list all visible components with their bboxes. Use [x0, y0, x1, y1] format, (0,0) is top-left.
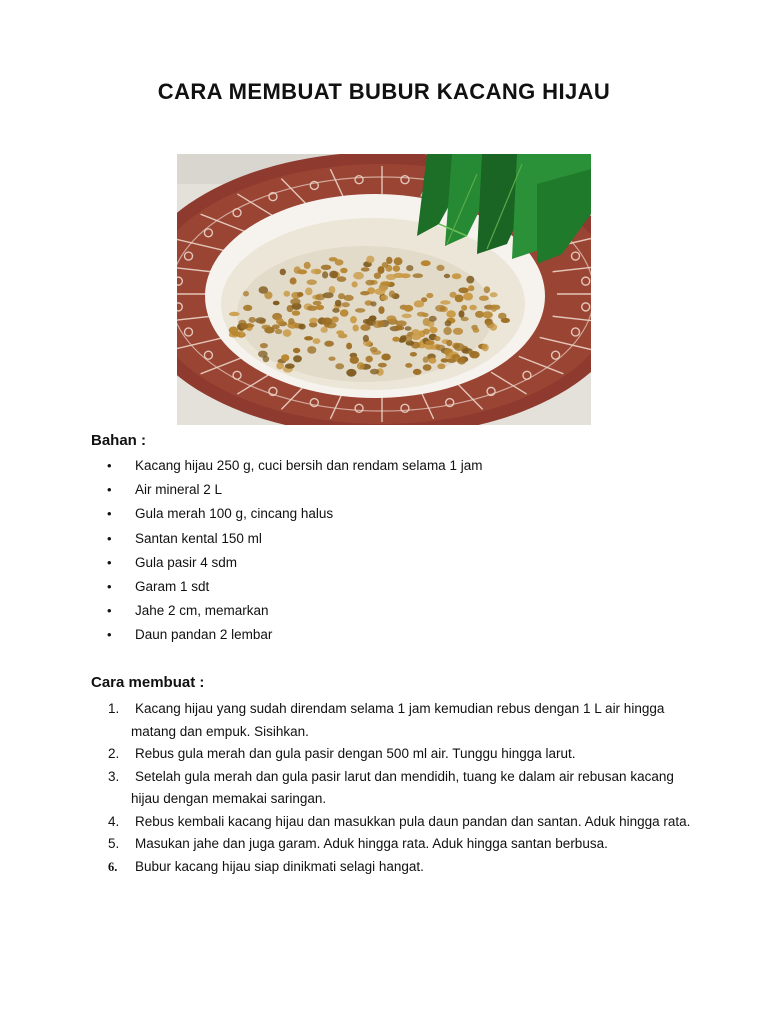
ingredient-text: Air mineral 2 L: [135, 482, 223, 498]
bullet-icon: •: [107, 554, 112, 570]
list-item: [0, 578, 768, 602]
bahan-heading: Bahan :: [91, 432, 147, 449]
bullet-icon: •: [107, 578, 112, 594]
bullet-icon: •: [107, 603, 112, 619]
step-number: 6.: [108, 859, 118, 874]
list-item: [0, 743, 768, 766]
ingredient-text: Gula merah 100 g, cincang halus: [135, 506, 334, 522]
ingredient-text: Garam 1 sdt: [135, 578, 210, 594]
list-item: [0, 626, 768, 650]
bullet-icon: •: [107, 482, 112, 498]
list-item: [0, 554, 768, 578]
document-title: CARA MEMBUAT BUBUR KACANG HIJAU: [157, 79, 611, 104]
step-number: 5.: [108, 836, 120, 851]
ingredient-text: Santan kental 150 ml: [135, 530, 262, 546]
list-item: [0, 811, 768, 834]
step-text: Setelah gula merah dan gula pasir larut dan mendidih, tuang ke dalam air rebusan kacang hijau dengan memakai saringan.: [131, 768, 674, 806]
step-number: 3.: [108, 768, 120, 784]
list-item: [0, 505, 768, 529]
step-number: 2.: [108, 746, 120, 761]
step-text: Rebus kembali kacang hijau dan masukkan pula daun pandan dan santan. Aduk hingga rata.: [135, 813, 691, 829]
step-number: 4.: [108, 813, 120, 829]
cara-membuat-heading: Cara membuat :: [91, 674, 205, 691]
list-item: [0, 833, 768, 856]
step-text: Kacang hijau yang sudah direndam selama 1 jam kemudian rebus dengan 1 L air hingga matang dan empuk. Sisihkan.: [131, 701, 665, 739]
list-item: [0, 481, 768, 505]
bullet-icon: •: [107, 458, 112, 473]
list-item: [0, 856, 768, 879]
ingredient-text: Daun pandan 2 lembar: [135, 627, 273, 643]
bullet-icon: •: [107, 627, 112, 643]
step-list: [0, 698, 768, 878]
bubur-kacang-hijau-image: [177, 154, 591, 425]
ingredient-list: [0, 457, 768, 651]
step-text: Bubur kacang hijau siap dinikmati selagi hangat.: [135, 858, 424, 874]
ingredient-text: Jahe 2 cm, memarkan: [135, 603, 269, 619]
list-item: [0, 530, 768, 554]
recipe-photo: [177, 154, 591, 425]
ingredient-text: Gula pasir 4 sdm: [135, 554, 238, 570]
step-number: 1.: [108, 701, 120, 716]
list-item: [0, 602, 768, 626]
step-text: Rebus gula merah dan gula pasir dengan 500 ml air. Tunggu hingga larut.: [135, 746, 576, 761]
list-item: [0, 766, 768, 811]
ingredient-text: Kacang hijau 250 g, cuci bersih dan rendam selama 1 jam: [135, 458, 483, 473]
bullet-icon: •: [107, 530, 112, 546]
list-item: [0, 698, 768, 743]
bullet-icon: •: [107, 506, 112, 522]
list-item: [0, 457, 768, 481]
step-text: Masukan jahe dan juga garam. Aduk hingga rata. Aduk hingga santan berbusa.: [135, 836, 608, 851]
